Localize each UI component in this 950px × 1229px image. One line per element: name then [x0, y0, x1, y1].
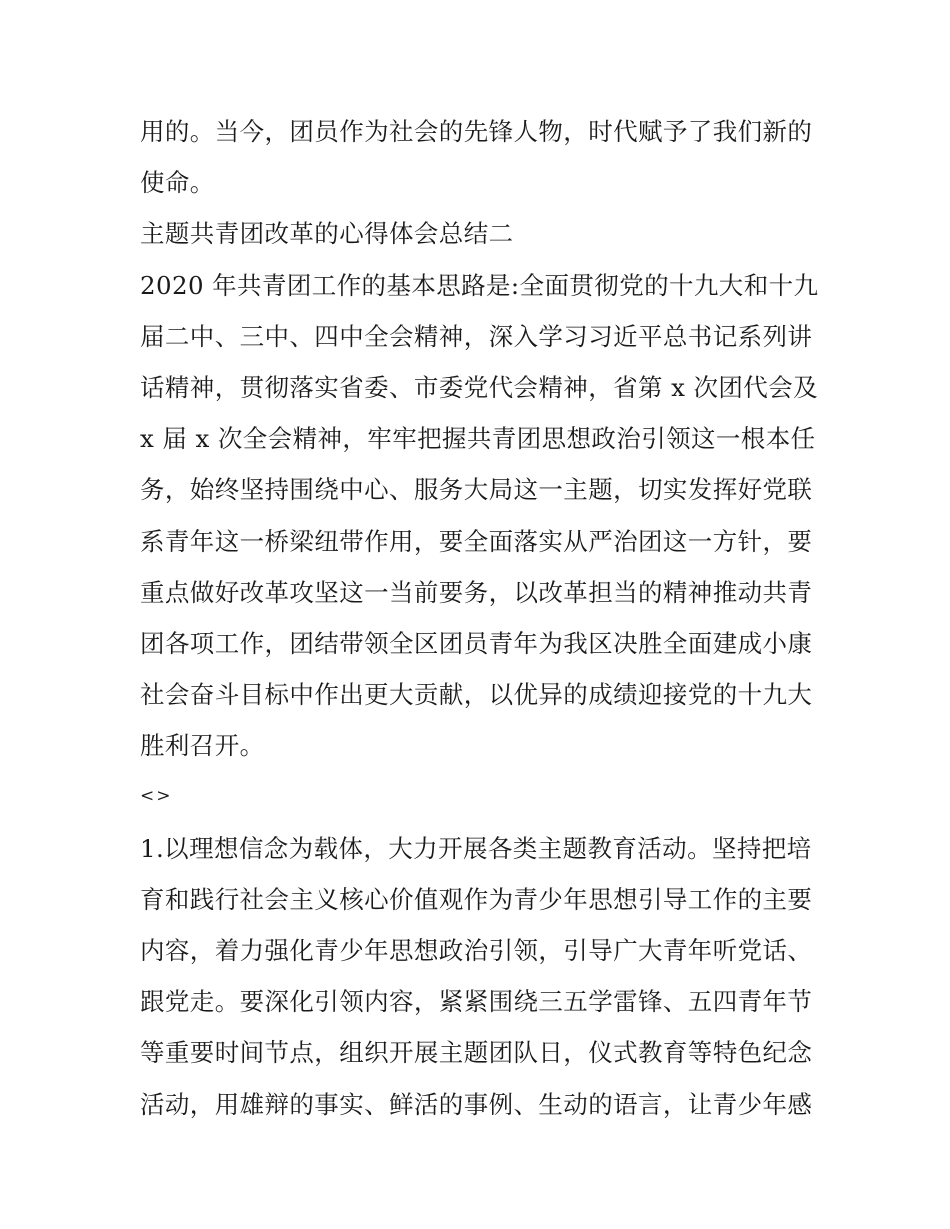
angle-bracket-marker: <>: [140, 786, 173, 807]
section-heading: 主题共青团改革的心得体会总结二: [140, 219, 514, 249]
paragraph-line: 团各项工作，团结带领全区团员青年为我区决胜全面建成小康: [140, 628, 813, 658]
paragraph-line: 等重要时间节点，组织开展主题团队日，仪式教育等特色纪念: [140, 1038, 813, 1068]
paragraph-line: 系青年这一桥梁纽带作用，要全面落实从严治团这一方针，要: [140, 526, 813, 556]
paragraph-line: 社会奋斗目标中作出更大贡献，以优异的成绩迎接党的十九大: [140, 680, 813, 710]
paragraph-line: 话精神，贯彻落实省委、市委党代会精神，省第 x 次团代会及: [140, 372, 818, 402]
document-body: [140, 106, 820, 1130]
paragraph-line: 重点做好改革攻坚这一当前要务，以改革担当的精神推动共青: [140, 577, 813, 607]
paragraph-line: 届二中、三中、四中全会精神，深入学习习近平总书记系列讲: [140, 321, 813, 351]
paragraph-line: 活动，用雄辩的事实、鲜活的事例、生动的语言，让青少年感: [140, 1089, 813, 1119]
paragraph-line: 胜利召开。: [140, 731, 265, 761]
paragraph-line: 使命。: [140, 168, 215, 198]
paragraph-line: 育和践行社会主义核心价值观作为青少年思想引导工作的主要: [140, 884, 813, 914]
paragraph-line: 2020 年共青团工作的基本思路是:全面贯彻党的十九大和十九: [140, 270, 819, 300]
paragraph-line: 内容，着力强化青少年思想政治引领，引导广大青年听党话、: [140, 936, 813, 965]
paragraph-line: x 届 x 次全会精神，牢牢把握共青团思想政治引领这一根本任: [140, 424, 816, 454]
paragraph-line: 务，始终坚持围绕中心、服务大局这一主题，切实发挥好党联: [140, 475, 813, 505]
paragraph-line: 1.以理想信念为载体，大力开展各类主题教育活动。坚持把培: [140, 833, 812, 863]
paragraph-line: 跟党走。要深化引领内容，紧紧围绕三五学雷锋、五四青年节: [140, 987, 813, 1017]
paragraph-line: 用的。当今，团员作为社会的先锋人物，时代赋予了我们新的: [140, 117, 813, 146]
